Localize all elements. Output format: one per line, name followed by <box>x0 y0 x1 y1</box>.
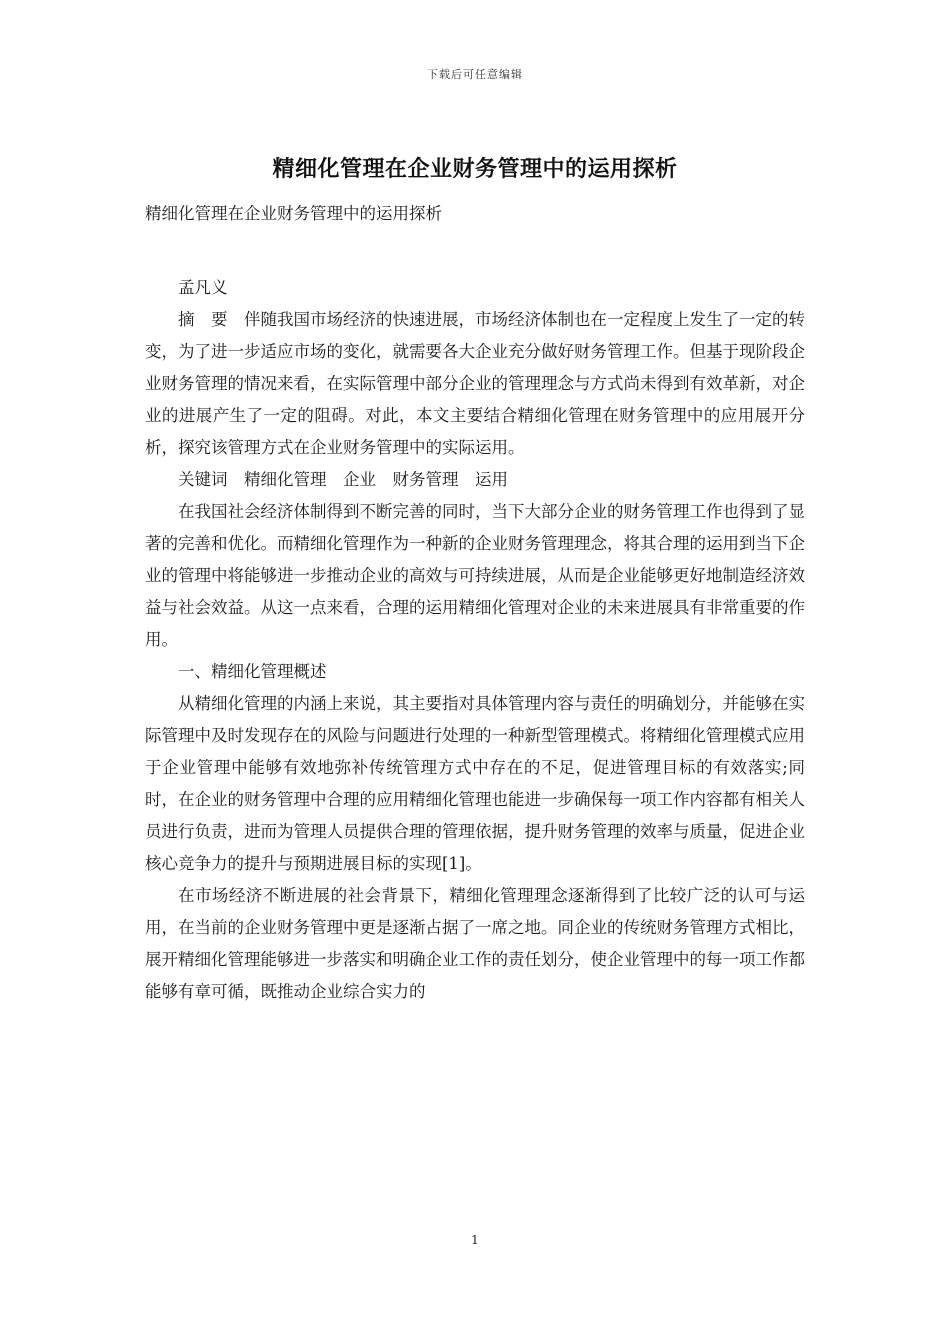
body-paragraph-overview: 从精细化管理的内涵上来说，其主要指对具体管理内容与责任的明确划分，并能够在实际管理中及时发现存在的风险与问题进行处理的一种新型管理模式。将精细化管理模式应用于企业管理中能够有效地弥补传统管理方式中存在的不足，促进管理目标的有效落实;同时，在企业的财务管理中合理的应用精细化管理也能进一步确保每一项工作内容都有相关人员进行负责，进而为管理人员提供合理的管理依据，提升财务管理的效率与质量，促进企业核心竞争力的提升与预期进展目标的实现[1]。 <box>145 694 805 873</box>
section-heading: 一、精细化管理概述 <box>178 662 327 681</box>
document-subtitle: 精细化管理在企业财务管理中的运用探析 <box>145 204 442 223</box>
body-paragraph-context: 在市场经济不断进展的社会背景下，精细化管理理念逐渐得到了比较广泛的认可与运用，在当前的企业财务管理中更是逐渐占据了一席之地。同企业的传统财务管理方式相比，展开精细化管理能够进一步落实和明确企业工作的责任划分，使企业管理中的每一项工作都能够有章可循，既推动企业综合实力的 <box>145 886 805 1001</box>
intro-paragraph: 在我国社会经济体制得到不断完善的同时，当下大部分企业的财务管理工作也得到了显著的完善和优化。而精细化管理作为一种新的企业财务管理理念，将其合理的运用到当下企业的管理中将能够进一步推动企业的高效与可持续进展，从而是企业能够更好地制造经济效益与社会效益。从这一点来看，合理的运用精细化管理对企业的未来进展具有非常重要的作用。 <box>145 502 805 649</box>
document-body <box>145 198 805 1008</box>
author-name: 孟凡义 <box>178 278 228 297</box>
abstract-paragraph: 摘 要 伴随我国市场经济的快速进展，市场经济体制也在一定程度上发生了一定的转变，为了进一步适应市场的变化，就需要各大企业充分做好财务管理工作。但基于现阶段企业财务管理的情况来看，在实际管理中部分企业的管理理念与方式尚未得到有效革新，对企业的进展产生了一定的阻碍。对此，本文主要结合精细化管理在财务管理中的应用展开分析，探究该管理方式在企业财务管理中的实际运用。 <box>145 310 805 457</box>
header-note: 下载后可任意编辑 <box>427 68 523 81</box>
document-title: 精细化管理在企业财务管理中的运用探析 <box>272 157 678 182</box>
keywords-line: 关键词 精细化管理 企业 财务管理 运用 <box>178 470 508 489</box>
blank-line <box>145 230 805 272</box>
page-number: 1 <box>471 1233 479 1247</box>
